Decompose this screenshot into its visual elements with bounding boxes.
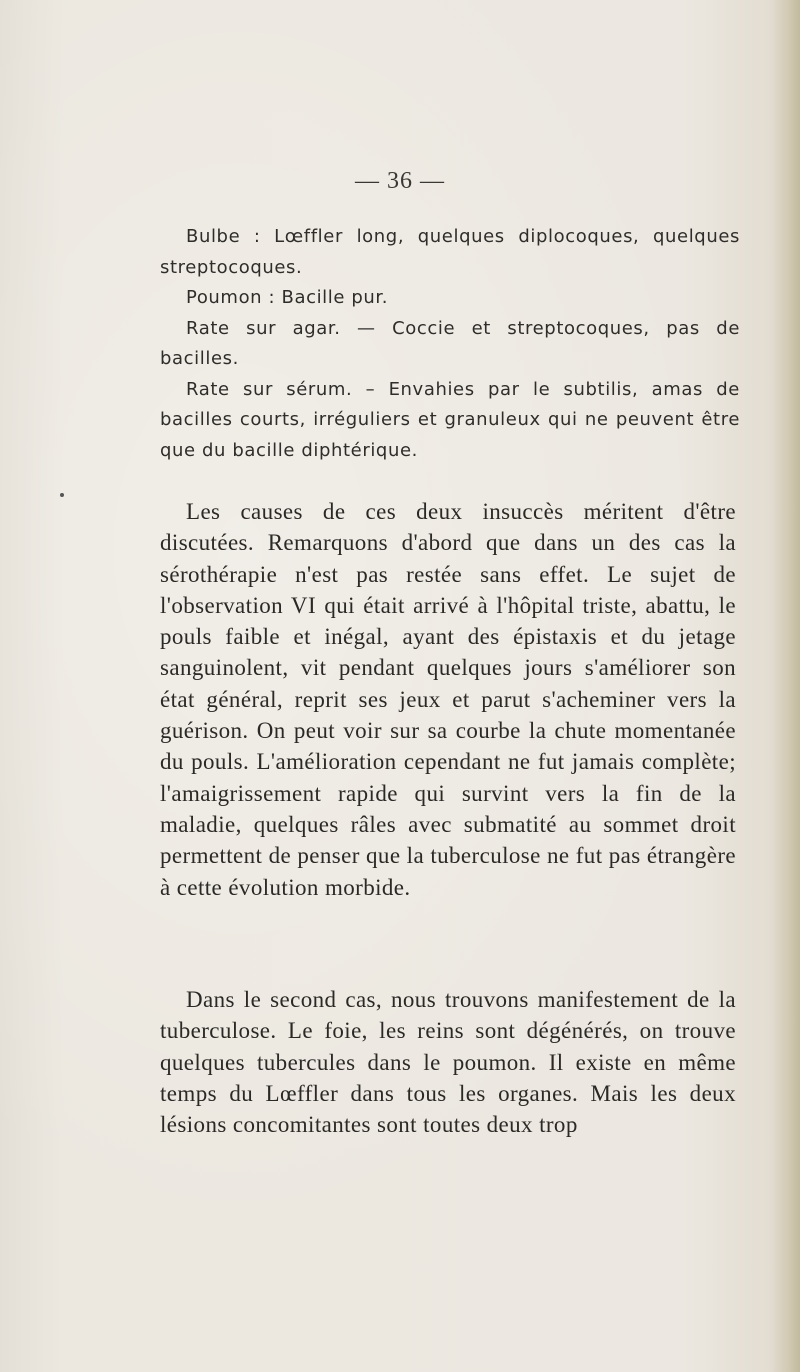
note-line: Rate sur sérum. – Envahies par le subtilis, amas de bacilles courts, irréguliers et granuleux qui ne peuvent être que du bacille diphtérique. bbox=[160, 378, 740, 461]
paragraph-text: Les causes de ces deux insuccès méritent d'être discutées. Remarquons d'abord que dans un des cas la sérothérapie n'est pas restée sans effet. Le sujet de l'observation VI qui était arrivé à l'hôpital triste, abattu, le pouls faible et inégal, ayant des épistaxis et du jetage sanguinolent, vit pendant quelques jours s'améliorer son état général, reprit ses jeux et parut s'acheminer vers la guérison. On peut voir sur sa courbe la chute momentanée du pouls. L'amélioration cependant ne fut jamais complète; l'amaigrissement rapide qui survint vers la fin de la maladie, quelques râles avec submatité au sommet droit permettent de penser que la tuberculose ne fut pas étrangère à cette évolution morbide. bbox=[160, 499, 736, 900]
body-paragraph-1 bbox=[160, 496, 736, 903]
ink-speck bbox=[60, 493, 64, 497]
body-paragraph-2 bbox=[160, 984, 736, 1140]
culture-notes bbox=[160, 222, 740, 466]
note-line: Bulbe : Lœffler long, quelques diplocoques, quelques streptocoques. bbox=[160, 226, 740, 278]
note-line: Poumon : Bacille pur. bbox=[186, 287, 389, 308]
note-line: Rate sur agar. — Coccie et streptocoques, pas de bacilles. bbox=[160, 317, 740, 369]
paragraph-text: Dans le second cas, nous trouvons manifestement de la tuberculose. Le foie, les reins sont dégénérés, on trouve quelques tubercules dans le poumon. Il existe en même temps du Lœffler dans tous les organes. Mais les deux lésions concomitantes sont toutes deux trop bbox=[160, 987, 736, 1138]
page-number: — 36 — bbox=[355, 168, 445, 194]
page-edge-stain bbox=[772, 0, 800, 1372]
